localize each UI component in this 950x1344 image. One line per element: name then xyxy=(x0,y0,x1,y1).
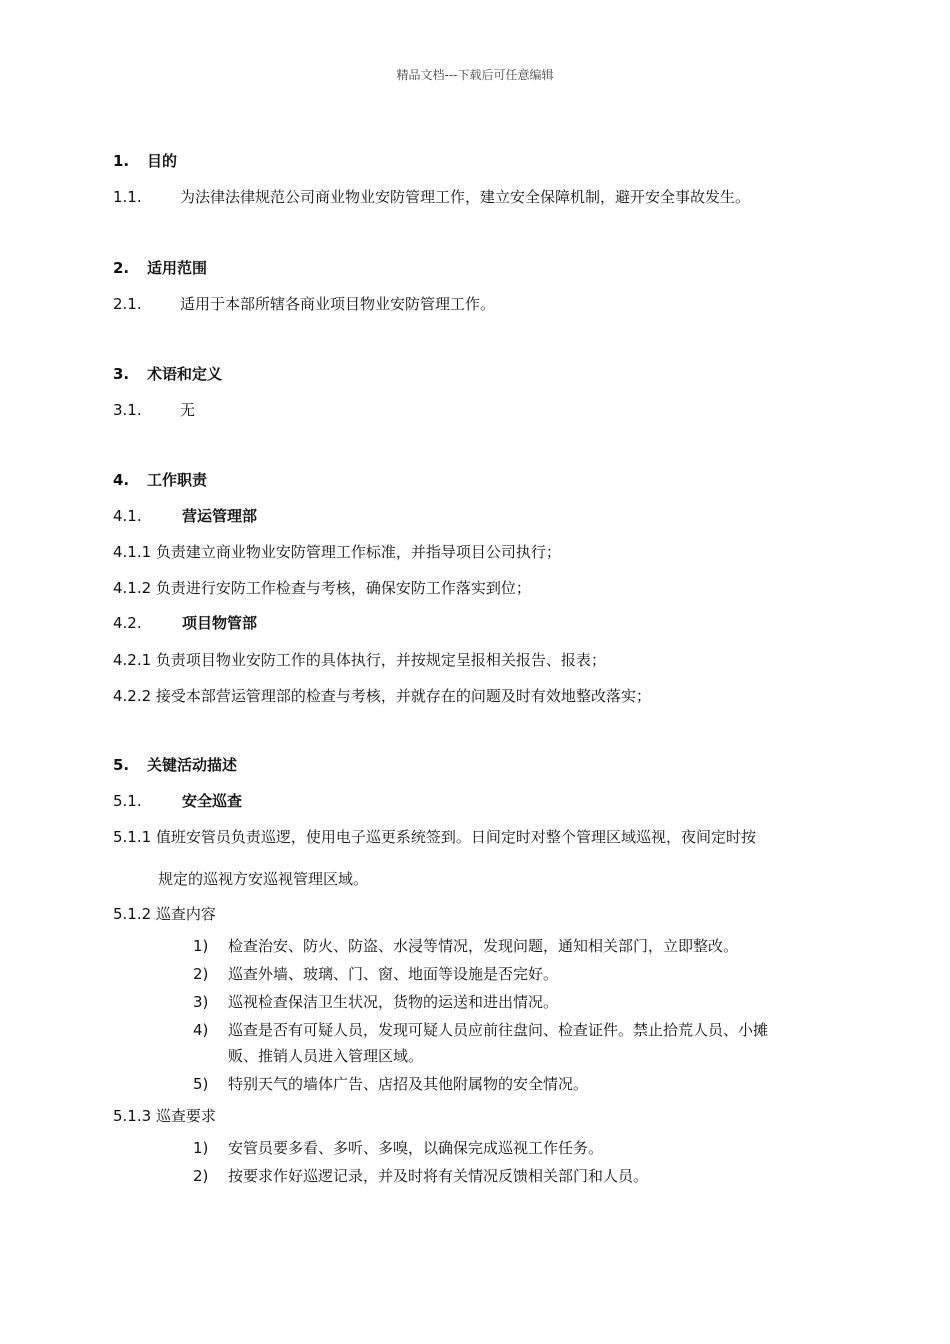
list-marker: 2) xyxy=(193,1167,209,1185)
section-number: 1. xyxy=(113,152,130,170)
list-item-text: 安管员要多看、多听、多嗅，以确保完成巡视工作任务。 xyxy=(228,1139,604,1157)
subsection-4-1-heading xyxy=(113,506,257,526)
list-marker: 1) xyxy=(193,1139,209,1157)
section-title: 术语和定义 xyxy=(147,365,223,383)
section-number: 5. xyxy=(113,756,130,774)
subsection-number: 4.2. xyxy=(113,614,142,632)
item-4-2-2: 4.2.2 接受本部营运管理部的检查与考核，并就存在的问题及时有效地整改落实； xyxy=(113,687,651,705)
item-5-1-2-heading: 5.1.2 巡查内容 xyxy=(113,905,216,923)
subsection-title: 安全巡查 xyxy=(182,792,243,810)
section-number: 4. xyxy=(113,471,130,489)
item-5-1-3-heading: 5.1.3 巡查要求 xyxy=(113,1107,216,1125)
list-item-text: 巡视检查保洁卫生状况，货物的运送和进出情况。 xyxy=(228,993,559,1011)
item-5-1-1: 5.1.1 值班安管员负责巡逻，使用电子巡更系统签到。日间定时对整个管理区域巡视，夜间定时按 xyxy=(113,828,756,846)
paragraph-number: 2.1. xyxy=(113,295,142,313)
list-marker: 3) xyxy=(193,993,209,1011)
subsection-5-1-heading xyxy=(113,791,242,811)
list-marker: 4) xyxy=(193,1021,209,1039)
item-5-1-1-continuation: 规定的巡视方安巡视管理区域。 xyxy=(158,870,369,888)
paragraph-1-1 xyxy=(113,187,750,207)
section-title: 目的 xyxy=(147,152,178,170)
list-item-text: 巡查是否有可疑人员，发现可疑人员应前往盘问、检查证件。禁止拾荒人员、小摊 xyxy=(228,1021,769,1039)
subsection-number: 5.1. xyxy=(113,792,142,810)
list-item-text: 检查治安、防火、防盗、水浸等情况，发现问题，通知相关部门，立即整改。 xyxy=(228,937,739,955)
paragraph-text: 适用于本部所辖各商业项目物业安防管理工作。 xyxy=(180,295,496,313)
section-number: 3. xyxy=(113,365,130,383)
section-4-heading xyxy=(113,470,207,490)
list-marker: 1) xyxy=(193,937,209,955)
paragraph-number: 3.1. xyxy=(113,401,142,419)
list-item-text: 巡查外墙、玻璃、门、窗、地面等设施是否完好。 xyxy=(228,965,559,983)
subsection-4-2-heading xyxy=(113,613,257,633)
paragraph-text: 无 xyxy=(180,401,196,419)
section-title: 工作职责 xyxy=(147,471,208,489)
section-3-heading xyxy=(113,364,222,384)
page-header: 精品文档---下载后可任意编辑 xyxy=(396,68,554,82)
paragraph-2-1 xyxy=(113,294,495,314)
section-number: 2. xyxy=(113,259,130,277)
section-title: 适用范围 xyxy=(147,259,208,277)
section-2-heading xyxy=(113,258,207,278)
paragraph-3-1 xyxy=(113,400,195,420)
section-1-heading xyxy=(113,151,177,171)
item-4-1-1: 4.1.1 负责建立商业物业安防管理工作标准，并指导项目公司执行； xyxy=(113,543,561,561)
paragraph-number: 1.1. xyxy=(113,188,142,206)
list-item-text: 贩、推销人员进入管理区域。 xyxy=(228,1047,424,1065)
list-marker: 2) xyxy=(193,965,209,983)
list-item-text: 特别天气的墙体广告、店招及其他附属物的安全情况。 xyxy=(228,1075,589,1093)
subsection-title: 项目物管部 xyxy=(182,614,258,632)
item-4-2-1: 4.2.1 负责项目物业安防工作的具体执行，并按规定呈报相关报告、报表； xyxy=(113,651,606,669)
section-5-heading xyxy=(113,755,237,775)
paragraph-text: 为法律法律规范公司商业物业安防管理工作，建立安全保障机制，避开安全事故发生。 xyxy=(180,188,751,206)
subsection-number: 4.1. xyxy=(113,507,142,525)
subsection-title: 营运管理部 xyxy=(182,507,258,525)
section-title: 关键活动描述 xyxy=(147,756,238,774)
list-item-text: 按要求作好巡逻记录，并及时将有关情况反馈相关部门和人员。 xyxy=(228,1167,649,1185)
item-4-1-2: 4.1.2 负责进行安防工作检查与考核，确保安防工作落实到位； xyxy=(113,579,531,597)
list-marker: 5) xyxy=(193,1075,209,1093)
